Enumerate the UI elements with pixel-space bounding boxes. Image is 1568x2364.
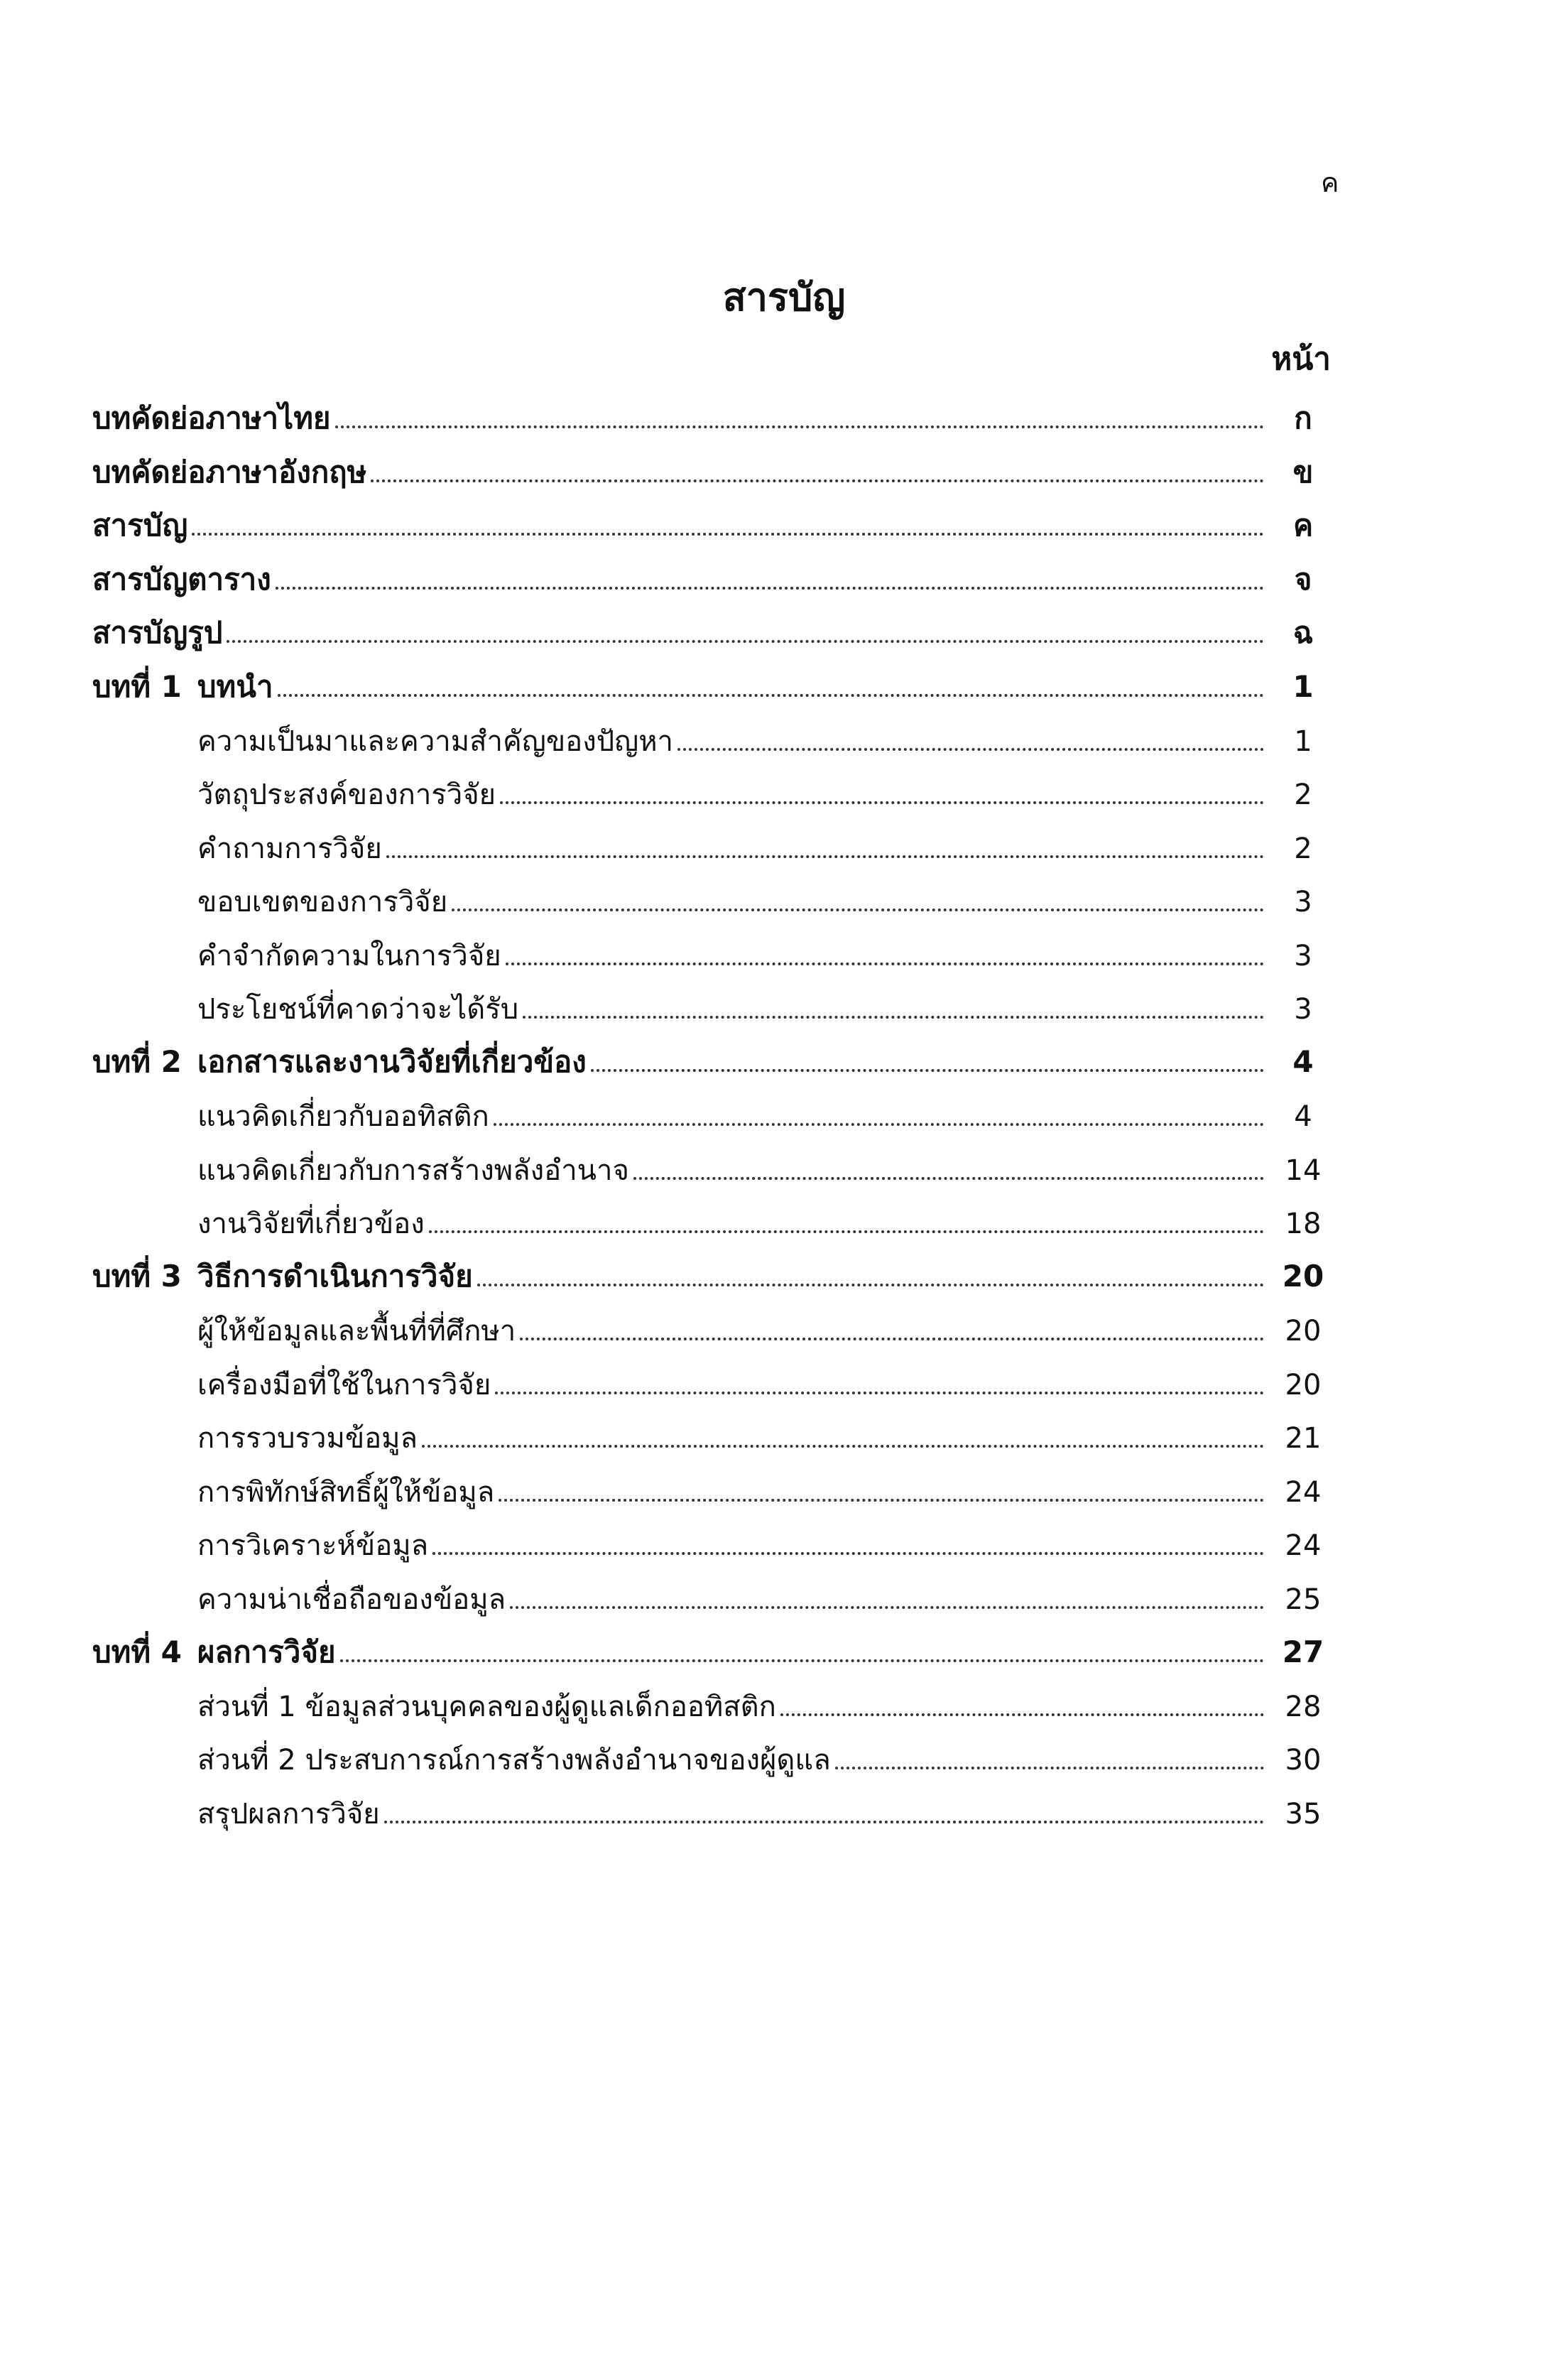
- toc-page-number: 1: [1294, 725, 1312, 758]
- chapter-prefix: บทที่ 1: [92, 668, 182, 704]
- toc-entry: [92, 1259, 1264, 1294]
- toc-page-number: 25: [1285, 1583, 1322, 1616]
- toc-entry-label: การรวบรวมข้อมูล: [197, 1422, 418, 1455]
- dot-leader: [227, 640, 1264, 643]
- toc-entry: [197, 940, 1264, 972]
- toc-entry-label: สารบัญ: [92, 508, 188, 543]
- page-title: สารบัญ: [722, 275, 846, 320]
- dot-leader: [494, 1123, 1264, 1126]
- dot-leader: [780, 1713, 1264, 1716]
- toc-entry-label: ส่วนที่ 1 ข้อมูลส่วนบุคคลของผู้ดูแลเด็กออทิสติก: [197, 1690, 776, 1723]
- toc-row: [0, 1033, 1568, 1087]
- chapter-prefix: บทที่ 3: [92, 1259, 182, 1294]
- chapter-prefix: บทที่ 4: [92, 1634, 182, 1669]
- dot-leader: [384, 1821, 1264, 1823]
- toc-entry: [92, 1045, 1264, 1079]
- toc-entry: [197, 1100, 1264, 1133]
- toc-row: [0, 1462, 1568, 1516]
- toc-entry-label: การวิเคราะห์ข้อมูล: [197, 1529, 429, 1562]
- dot-leader: [452, 909, 1264, 911]
- toc-row: [0, 604, 1568, 658]
- toc-entry: [197, 779, 1264, 811]
- toc-page-number: 24: [1285, 1529, 1322, 1562]
- dot-leader: [477, 1284, 1264, 1286]
- toc-page-number: 2: [1294, 832, 1312, 865]
- toc-page-number: จ: [1294, 561, 1312, 597]
- dot-leader: [633, 1177, 1264, 1180]
- toc-row: [0, 1569, 1568, 1623]
- toc-entry: [197, 1529, 1264, 1562]
- toc-entry-label: ประโยชน์ที่คาดว่าจะได้รับ: [197, 993, 519, 1026]
- toc-entry-label: ผู้ให้ข้อมูลและพื้นที่ที่ศึกษา: [197, 1315, 516, 1348]
- toc-row: [0, 1140, 1568, 1194]
- dot-leader: [429, 1230, 1264, 1233]
- toc-row: [0, 1194, 1568, 1248]
- toc-row: [0, 1247, 1568, 1301]
- toc-entry-label: คำถามการวิจัย: [197, 832, 382, 865]
- toc-entry-label: เอกสารและงานวิจัยที่เกี่ยวข้อง: [197, 1044, 587, 1080]
- toc-page-number: 30: [1285, 1744, 1322, 1777]
- toc-row: [0, 1409, 1568, 1463]
- dot-leader: [523, 1016, 1264, 1019]
- toc-entry-label: วัตถุประสงค์ของการวิจัย: [197, 779, 496, 811]
- dot-leader: [495, 1392, 1264, 1394]
- toc-row: [0, 1730, 1568, 1784]
- toc-entry: [197, 1691, 1264, 1723]
- dot-leader: [340, 1659, 1264, 1662]
- toc-page-number: 24: [1285, 1475, 1322, 1509]
- toc-page-number: 27: [1282, 1634, 1324, 1669]
- toc-row: [0, 818, 1568, 872]
- toc-entry: [92, 401, 1264, 435]
- toc-entry-label: แนวคิดเกี่ยวกับออทิสติก: [197, 1100, 489, 1133]
- toc-row: [0, 1087, 1568, 1141]
- toc-row: [0, 1516, 1568, 1570]
- toc-page-number: 4: [1294, 1100, 1312, 1133]
- dot-leader: [192, 533, 1264, 536]
- toc-entry-label: ความน่าเชื่อถือของข้อมูล: [197, 1583, 506, 1616]
- toc-entry: [197, 1369, 1264, 1401]
- toc-page-number: 20: [1282, 1259, 1324, 1294]
- toc-entry-label: แนวคิดเกี่ยวกับการสร้างพลังอำนาจ: [197, 1154, 629, 1187]
- toc-entry-label: สารบัญตาราง: [92, 561, 271, 597]
- toc-entry-label: คำจำกัดความในการวิจัย: [197, 939, 501, 972]
- toc-entry-label: ส่วนที่ 2 ประสบการณ์การสร้างพลังอำนาจของผู้ดูแล: [197, 1744, 831, 1777]
- toc-page-number: 4: [1292, 1044, 1314, 1080]
- toc-row: [0, 711, 1568, 765]
- chapter-prefix: บทที่ 2: [92, 1044, 182, 1080]
- toc-row: [0, 551, 1568, 604]
- toc-entry: [92, 670, 1264, 704]
- table-of-contents: [0, 389, 1568, 1838]
- toc-entry: [197, 1744, 1264, 1777]
- dot-leader: [500, 801, 1264, 804]
- toc-entry: [197, 1798, 1264, 1831]
- toc-page-number: ก: [1294, 401, 1312, 436]
- dot-leader: [835, 1767, 1264, 1769]
- dot-leader: [591, 1069, 1264, 1072]
- toc-page-number: 35: [1285, 1797, 1322, 1831]
- toc-entry: [197, 1154, 1264, 1187]
- dot-leader: [371, 479, 1264, 482]
- toc-row: [0, 497, 1568, 551]
- toc-entry: [197, 1583, 1264, 1616]
- toc-row: [0, 658, 1568, 712]
- toc-page-number: 14: [1285, 1154, 1322, 1187]
- dot-leader: [506, 963, 1264, 965]
- toc-page-number: ค: [1292, 508, 1314, 543]
- toc-row: [0, 1355, 1568, 1409]
- toc-page-number: 20: [1285, 1368, 1322, 1401]
- toc-entry: [197, 1476, 1264, 1509]
- toc-row: [0, 443, 1568, 497]
- dot-leader: [422, 1445, 1264, 1448]
- toc-page-number: 3: [1294, 886, 1312, 918]
- toc-entry: [92, 563, 1264, 597]
- toc-entry: [92, 509, 1264, 543]
- toc-entry-label: สรุปผลการวิจัย: [197, 1797, 380, 1831]
- dot-leader: [432, 1552, 1264, 1555]
- toc-page-number: 3: [1294, 939, 1312, 972]
- toc-entry: [197, 886, 1264, 918]
- toc-entry-label: สารบัญรูป: [92, 615, 223, 651]
- toc-entry: [197, 833, 1264, 865]
- toc-entry: [197, 993, 1264, 1026]
- toc-entry-label: งานวิจัยที่เกี่ยวข้อง: [197, 1208, 425, 1240]
- toc-entry-label: ขอบเขตของการวิจัย: [197, 886, 448, 918]
- toc-entry: [92, 455, 1264, 489]
- page-column-header: หน้า: [1271, 341, 1331, 377]
- toc-entry-label: บทคัดย่อภาษาไทย: [92, 401, 331, 436]
- toc-entry: [197, 1208, 1264, 1240]
- toc-row: [0, 765, 1568, 819]
- toc-page-number: ข: [1292, 454, 1314, 489]
- toc-page-number: 1: [1292, 668, 1314, 704]
- toc-entry: [197, 1315, 1264, 1348]
- toc-row: [0, 389, 1568, 443]
- dot-leader: [499, 1499, 1264, 1502]
- toc-entry-label: ความเป็นมาและความสำคัญของปัญหา: [197, 725, 674, 758]
- dot-leader: [276, 587, 1264, 590]
- toc-page-number: 2: [1294, 779, 1312, 811]
- toc-page-number: 28: [1285, 1690, 1322, 1723]
- toc-entry-label: บทคัดย่อภาษาอังกฤษ: [92, 454, 367, 489]
- toc-row: [0, 926, 1568, 980]
- toc-entry-label: บทนำ: [197, 668, 273, 704]
- dot-leader: [520, 1338, 1264, 1340]
- toc-entry-label: ผลการวิจัย: [197, 1634, 336, 1669]
- toc-entry-label: เครื่องมือที่ใช้ในการวิจัย: [197, 1368, 491, 1401]
- toc-entry: [197, 725, 1264, 758]
- toc-row: [0, 1676, 1568, 1730]
- dot-leader: [335, 425, 1264, 428]
- toc-row: [0, 1301, 1568, 1355]
- toc-row: [0, 1784, 1568, 1838]
- toc-entry: [197, 1422, 1264, 1455]
- toc-entry-label: วิธีการดำเนินการวิจัย: [197, 1259, 473, 1294]
- dot-leader: [677, 748, 1264, 751]
- toc-entry-label: การพิทักษ์สิทธิ์ผู้ให้ข้อมูล: [197, 1475, 495, 1509]
- dot-leader: [386, 855, 1264, 858]
- toc-page-number: 3: [1294, 993, 1312, 1026]
- dot-leader: [278, 694, 1264, 697]
- toc-row: [0, 872, 1568, 926]
- toc-entry: [92, 616, 1264, 650]
- toc-row: [0, 980, 1568, 1034]
- toc-row: [0, 1623, 1568, 1677]
- toc-entry: [92, 1635, 1264, 1669]
- toc-page-number: 18: [1285, 1208, 1322, 1240]
- toc-page-number: ฉ: [1292, 615, 1314, 651]
- toc-page-number: 21: [1285, 1422, 1322, 1455]
- toc-page-number: 20: [1285, 1315, 1322, 1348]
- dot-leader: [510, 1606, 1264, 1609]
- page-number-letter: ค: [1321, 167, 1339, 198]
